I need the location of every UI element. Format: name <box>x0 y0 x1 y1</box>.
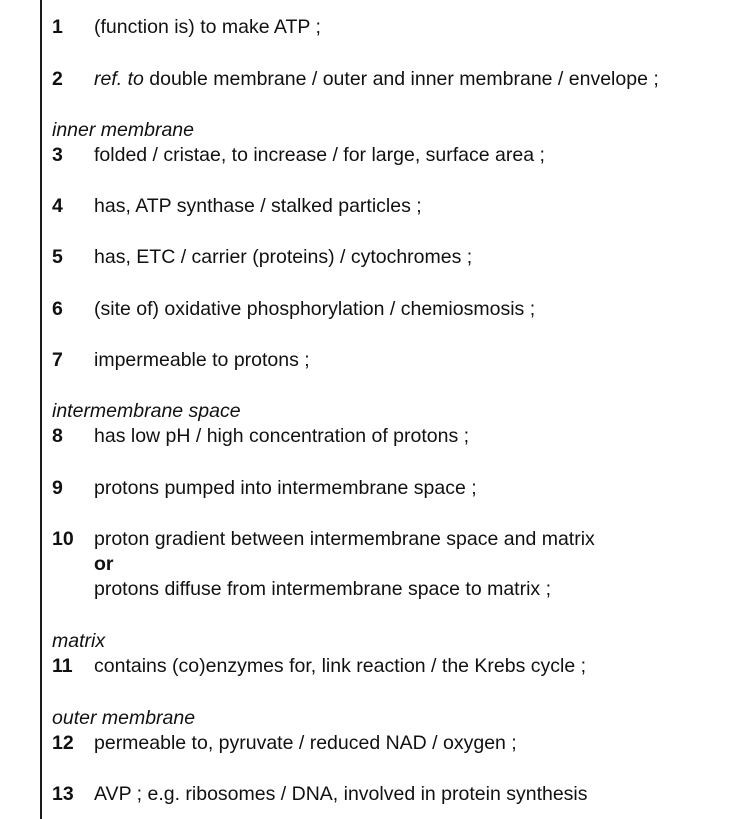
left-margin-rule <box>40 0 42 819</box>
point-number: 4 <box>52 195 63 217</box>
point-number: 1 <box>52 16 63 38</box>
point-number: 10 <box>52 528 74 550</box>
or-label: or <box>94 553 114 575</box>
point-body: double membrane / outer and inner membrane / envelope ; <box>143 68 659 90</box>
point-text: permeable to, pyruvate / reduced NAD / oxygen ; <box>94 732 517 754</box>
section-heading-inner-membrane: inner membrane <box>52 119 194 141</box>
point-text: has low pH / high concentration of protons ; <box>94 425 470 447</box>
point-number: 5 <box>52 246 63 268</box>
point-text: has, ETC / carrier (proteins) / cytochromes ; <box>94 246 473 268</box>
point-text: AVP ; e.g. ribosomes / DNA, involved in protein synthesis <box>94 783 588 805</box>
point-text: protons pumped into intermembrane space ; <box>94 477 477 499</box>
point-number: 8 <box>52 425 63 447</box>
point-text: folded / cristae, to increase / for large, surface area ; <box>94 144 545 166</box>
point-number: 2 <box>52 68 63 90</box>
section-heading-outer-membrane: outer membrane <box>52 707 196 729</box>
point-number: 9 <box>52 477 63 499</box>
point-text: proton gradient between intermembrane space and matrix <box>94 528 595 550</box>
section-heading-matrix: matrix <box>52 630 106 652</box>
point-number: 7 <box>52 349 63 371</box>
point-text: (site of) oxidative phosphorylation / chemiosmosis ; <box>94 298 536 320</box>
point-text: (function is) to make ATP ; <box>94 16 321 38</box>
section-heading-intermembrane-space: intermembrane space <box>52 400 241 422</box>
point-prefix: ref. to <box>94 68 144 90</box>
point-number: 12 <box>52 732 74 754</box>
point-number: 13 <box>52 783 74 805</box>
point-text: impermeable to protons ; <box>94 349 310 371</box>
point-number: 11 <box>52 655 73 677</box>
point-alt-text: protons diffuse from intermembrane space to matrix ; <box>94 578 552 600</box>
point-text <box>94 67 659 92</box>
point-number: 3 <box>52 144 63 166</box>
point-text: contains (co)enzymes for, link reaction / the Krebs cycle ; <box>94 655 587 677</box>
point-number: 6 <box>52 298 63 320</box>
point-text: has, ATP synthase / stalked particles ; <box>94 195 422 217</box>
